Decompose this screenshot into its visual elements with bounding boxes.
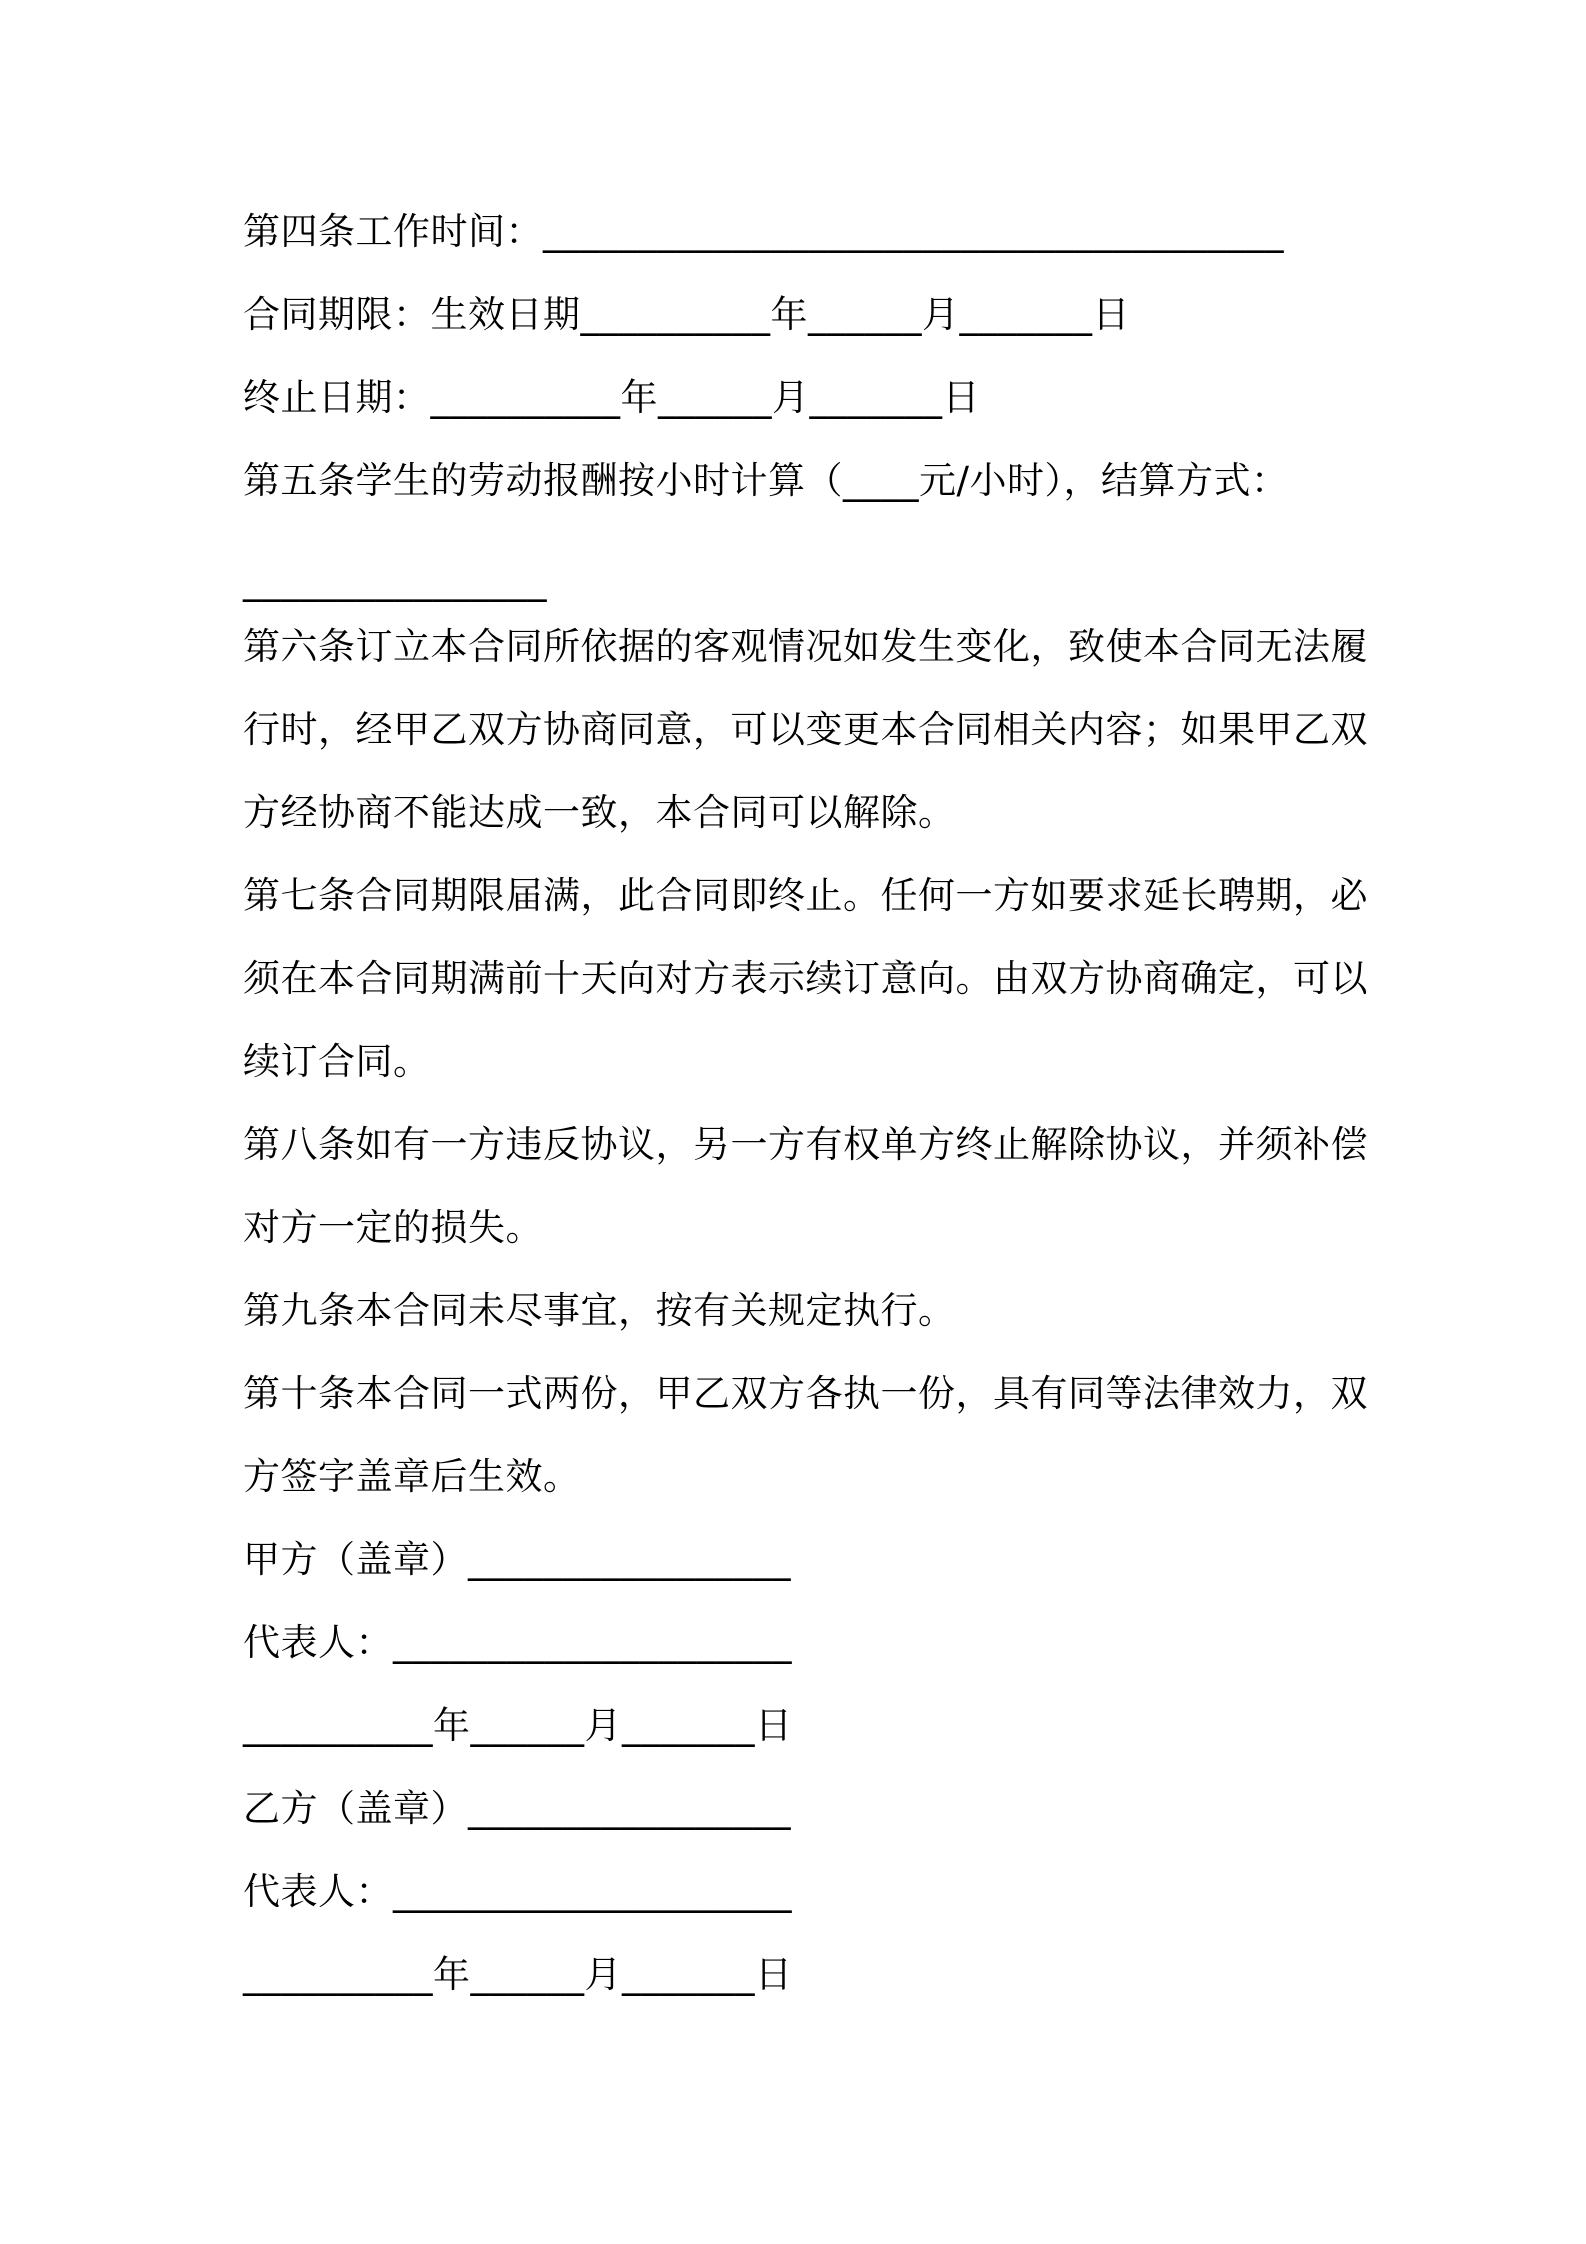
party-a-representative: 代表人：_____________________: [243, 1621, 792, 1664]
party-b-date: __________年______月_______日: [243, 1953, 793, 1996]
clause-6-line-2: 行时，经甲乙双方协商同意，可以变更本合同相关内容；如果甲乙双: [243, 708, 1368, 751]
party-a-date: __________年______月_______日: [243, 1704, 793, 1747]
clause-9: 第九条本合同未尽事宜，按有关规定执行。: [243, 1289, 956, 1332]
party-b-representative: 代表人：_____________________: [243, 1870, 792, 1913]
clause-5-settlement-blank: ________________: [243, 559, 547, 602]
clause-10-line-1: 第十条本合同一式两份，甲乙双方各执一份，具有同等法律效力，双: [243, 1372, 1368, 1415]
clause-4-work-time: 第四条工作时间：_______________________________________: [243, 210, 1284, 253]
clause-7-line-3: 续订合同。: [243, 1040, 431, 1083]
contract-term-effective-date: 合同期限：生效日期__________年______月_______日: [243, 293, 1130, 336]
clause-6-line-1: 第六条订立本合同所依据的客观情况如发生变化，致使本合同无法履: [243, 625, 1368, 668]
contract-term-end-date: 终止日期：__________年______月_______日: [243, 376, 980, 419]
clause-8-line-1: 第八条如有一方违反协议，另一方有权单方终止解除协议，并须补偿: [243, 1123, 1368, 1166]
clause-6-line-3: 方经协商不能达成一致，本合同可以解除。: [243, 791, 956, 834]
party-a-seal: 甲方（盖章）_________________: [243, 1538, 791, 1581]
party-b-seal: 乙方（盖章）_________________: [243, 1787, 791, 1830]
clause-5-remuneration: 第五条学生的劳动报酬按小时计算（____元/小时），结算方式：: [243, 459, 1289, 502]
clause-7-line-1: 第七条合同期限届满，此合同即终止。任何一方如要求延长聘期，必: [243, 874, 1368, 917]
clause-10-line-2: 方签字盖章后生效。: [243, 1455, 581, 1498]
clause-7-line-2: 须在本合同期满前十天向对方表示续订意向。由双方协商确定，可以: [243, 957, 1368, 1000]
clause-8-line-2: 对方一定的损失。: [243, 1206, 543, 1249]
